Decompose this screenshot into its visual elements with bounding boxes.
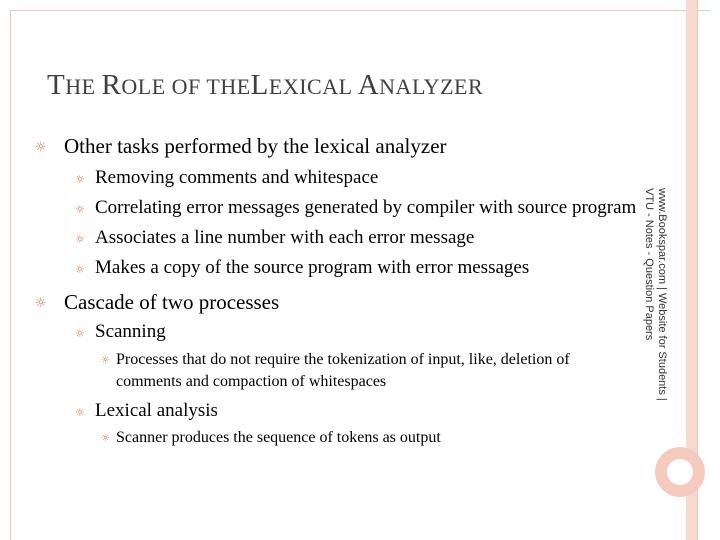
title-rest-2: OLE OF THE: [121, 74, 251, 99]
sun-bullet-icon: ☼: [35, 296, 47, 311]
slide-title: [47, 70, 483, 102]
bullet-item: [75, 400, 218, 422]
bullet-text: Scanner produces the sequence of tokens as output: [116, 429, 441, 446]
bullet-text: Scanning: [95, 321, 166, 342]
watermark-text: [642, 188, 668, 401]
title-cap-4: A: [357, 69, 380, 101]
bullet-text: Lexical analysis: [95, 400, 218, 421]
sun-bullet-icon: ☼: [101, 355, 110, 366]
bullet-item: [101, 429, 441, 447]
watermark-line-1: www.Bookspar.com | Website for Students |: [656, 188, 668, 401]
bullet-text: Other tasks performed by the lexical analyzer: [64, 134, 447, 158]
title-cap-3: L: [250, 69, 269, 101]
bullet-item: [75, 197, 637, 219]
bullet-text: Associates a line number with each error message: [95, 227, 475, 248]
title-rest-1: HE: [65, 74, 102, 99]
title-cap-2: R: [101, 69, 122, 101]
sun-bullet-icon: ☼: [75, 203, 85, 216]
bullet-item: [75, 227, 475, 249]
bullet-item: [101, 351, 570, 369]
sun-bullet-icon: ☼: [75, 327, 85, 340]
bullet-item: [35, 290, 280, 314]
bullet-item: [75, 321, 166, 343]
decorative-circle: [655, 447, 705, 497]
sun-bullet-icon: ☼: [75, 263, 85, 276]
title-rest-3: EXICAL: [268, 74, 358, 99]
title-cap-1: T: [47, 69, 66, 101]
bullet-text: Processes that do not require the tokenization of input, like, deletion of: [116, 351, 570, 368]
bullet-item: [75, 167, 379, 189]
bullet-text: Cascade of two processes: [64, 290, 280, 314]
sun-bullet-icon: ☼: [35, 140, 47, 155]
frame-left-line: [10, 10, 11, 540]
title-rest-4: NALYZER: [379, 74, 484, 99]
bullet-text: Makes a copy of the source program with error messages: [95, 257, 530, 278]
sun-bullet-icon: ☼: [75, 233, 85, 246]
sun-bullet-icon: ☼: [101, 433, 110, 444]
bullet-continuation: [116, 373, 386, 391]
sun-bullet-icon: ☼: [75, 406, 85, 419]
sun-bullet-icon: ☼: [75, 173, 85, 186]
watermark-line-2: VTU - Notes - Question Papers: [643, 188, 655, 341]
bullet-text: Removing comments and whitespace: [95, 167, 379, 188]
bullet-text: Correlating error messages generated by compiler with source program: [95, 197, 637, 218]
frame-top-line: [10, 10, 710, 11]
bullet-text: comments and compaction of whitespaces: [116, 373, 387, 390]
bullet-item: [75, 257, 530, 279]
bullet-item: [35, 134, 447, 158]
